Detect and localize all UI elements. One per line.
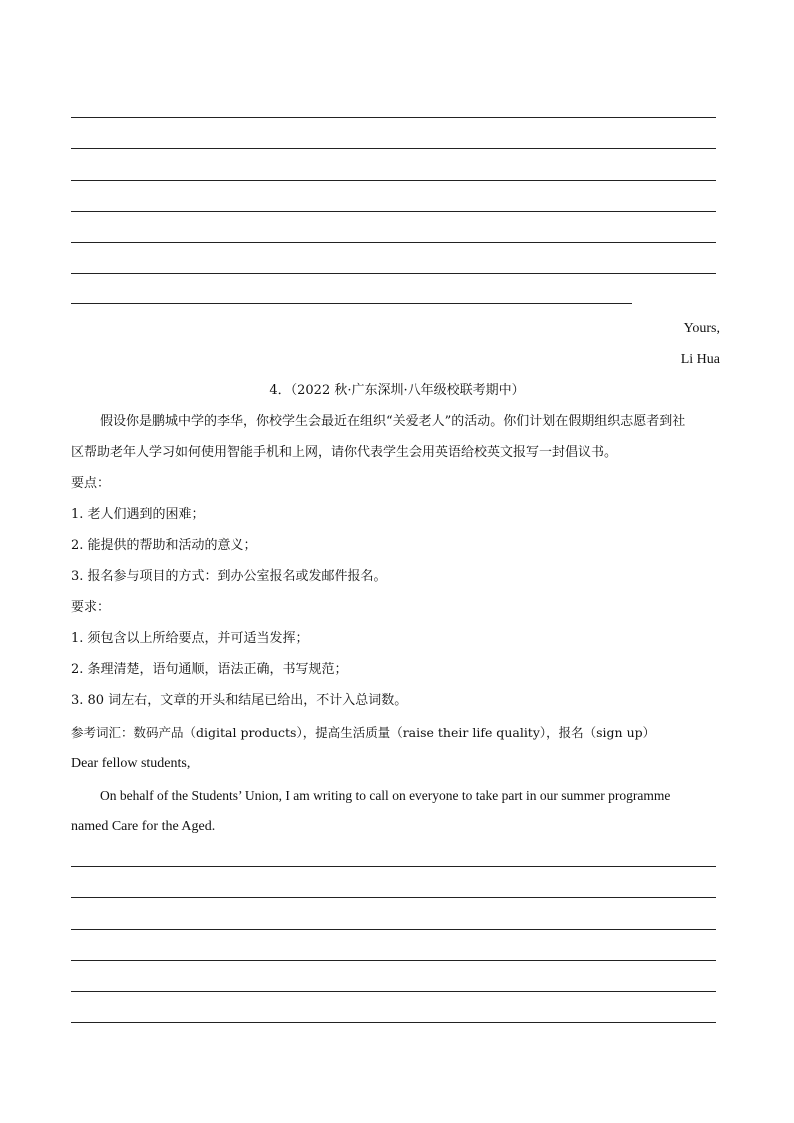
answer-line[interactable] (71, 273, 716, 274)
answer-line[interactable] (71, 866, 716, 867)
answer-line[interactable] (71, 897, 716, 898)
point-item: 2. 能提供的帮助和活动的意义； (71, 538, 257, 553)
requirement-item: 3. 80 词左右，文章的开头和结尾已给出，不计入总词数。 (71, 693, 408, 708)
answer-line[interactable] (71, 180, 716, 181)
intro-line-2: 区帮助老年人学习如何使用智能手机和上网，请你代表学生会用英语给校英文报写一封倡议书。 (71, 445, 618, 460)
answer-line[interactable] (71, 117, 716, 118)
closing-name: Li Hua (680, 352, 720, 367)
opening-line-2: named Care for the Aged. (71, 819, 216, 834)
salutation: Dear fellow students, (71, 756, 191, 771)
answer-line[interactable] (71, 1022, 716, 1023)
closing-yours: Yours, (683, 321, 720, 336)
answer-line[interactable] (71, 211, 716, 212)
answer-line[interactable] (71, 929, 716, 930)
answer-line[interactable] (71, 991, 716, 992)
answer-line[interactable] (71, 242, 716, 243)
points-title: 要点： (71, 476, 111, 491)
question-heading: 4．（2022 秋·广东深圳·八年级校联考期中） (269, 383, 525, 398)
answer-line[interactable] (71, 148, 716, 149)
requirement-item: 2. 条理清楚，语句通顺，语法正确，书写规范； (71, 662, 348, 677)
answer-line[interactable] (71, 960, 716, 961)
point-item: 3. 报名参与项目的方式：到办公室报名或发邮件报名。 (71, 569, 387, 584)
point-item: 1. 老人们遇到的困难； (71, 507, 205, 522)
requirements-title: 要求： (71, 600, 111, 615)
requirement-item: 1. 须包含以上所给要点，并可适当发挥； (71, 631, 309, 646)
reference-vocab: 参考词汇：数码产品（digital products），提高生活质量（raise their life quality），报名（sign up） (71, 725, 656, 740)
answer-line[interactable] (71, 303, 632, 304)
opening-line-1: On behalf of the Students’ Union, I am writing to call on everyone to take part in our summer programme (100, 788, 671, 803)
intro-line-1: 假设你是鹏城中学的李华，你校学生会最近在组织“关爱老人”的活动。你们计划在假期组织志愿者到社 (100, 414, 686, 429)
